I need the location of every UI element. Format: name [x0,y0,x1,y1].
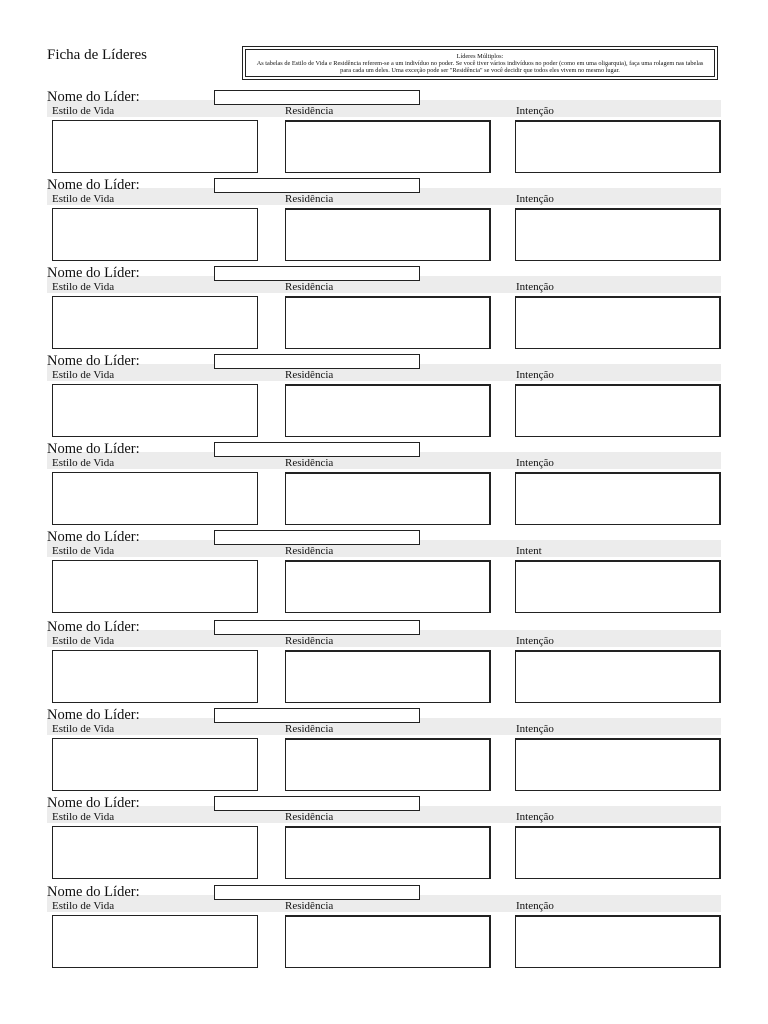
residence-label: Residência [285,457,334,469]
residence-label: Residência [285,105,334,117]
multiple-leaders-note [245,49,715,77]
leader-name-label: Nome do Líder: [47,884,140,900]
lifestyle-label: Estilo de Vida [52,457,115,469]
residence-label: Residência [285,281,334,293]
leader-block [0,353,768,441]
intent-label: Intenção [516,723,554,735]
residence-field[interactable] [285,738,491,791]
leader-block [0,177,768,265]
leader-block [0,707,768,795]
lifestyle-field[interactable] [52,208,258,261]
leader-name-field[interactable] [214,354,420,369]
leader-name-field[interactable] [214,708,420,723]
leader-name-field[interactable] [214,442,420,457]
residence-field[interactable] [285,826,491,879]
residence-field[interactable] [285,120,491,173]
note-heading: Líderes Múltiplos: [456,53,504,60]
residence-field[interactable] [285,472,491,525]
residence-label: Residência [285,635,334,647]
lifestyle-label: Estilo de Vida [52,193,115,205]
leader-name-field[interactable] [214,530,420,545]
lifestyle-label: Estilo de Vida [52,723,115,735]
intent-field[interactable] [515,560,721,613]
lifestyle-field[interactable] [52,384,258,437]
note-body: As tabelas de Estilo de Vida e Residência referem-se a um indivíduo no poder. Se você tiver vários indivíduos no poder (como em uma oligarquia), faça uma rolagem nas tabelas para cada um deles. Uma exceção pode ser "Residência" se você decidir que todos eles vivem no mesmo lugar. [256,60,704,75]
intent-label: Intenção [516,457,554,469]
lifestyle-label: Estilo de Vida [52,635,115,647]
leader-name-label: Nome do Líder: [47,707,140,723]
leader-name-label: Nome do Líder: [47,177,140,193]
intent-label: Intenção [516,635,554,647]
residence-label: Residência [285,193,334,205]
intent-field[interactable] [515,738,721,791]
leader-name-field[interactable] [214,90,420,105]
intent-label: Intent [516,545,542,557]
leader-name-label: Nome do Líder: [47,441,140,457]
lifestyle-field[interactable] [52,738,258,791]
residence-label: Residência [285,723,334,735]
intent-field[interactable] [515,826,721,879]
intent-field[interactable] [515,472,721,525]
residence-label: Residência [285,811,334,823]
intent-field[interactable] [515,120,721,173]
leader-name-field[interactable] [214,620,420,635]
intent-label: Intenção [516,105,554,117]
leader-name-label: Nome do Líder: [47,529,140,545]
residence-label: Residência [285,900,334,912]
intent-label: Intenção [516,281,554,293]
leader-block [0,265,768,353]
lifestyle-field[interactable] [52,560,258,613]
residence-label: Residência [285,545,334,557]
leader-block [0,884,768,972]
lifestyle-field[interactable] [52,650,258,703]
lifestyle-field[interactable] [52,826,258,879]
lifestyle-field[interactable] [52,472,258,525]
leader-block [0,529,768,617]
lifestyle-field[interactable] [52,120,258,173]
leader-name-field[interactable] [214,266,420,281]
leader-name-label: Nome do Líder: [47,795,140,811]
leader-name-field[interactable] [214,796,420,811]
residence-field[interactable] [285,384,491,437]
intent-field[interactable] [515,650,721,703]
intent-label: Intenção [516,811,554,823]
intent-label: Intenção [516,369,554,381]
leader-name-field[interactable] [214,178,420,193]
lifestyle-field[interactable] [52,296,258,349]
leader-block [0,619,768,707]
leader-name-label: Nome do Líder: [47,89,140,105]
lifestyle-label: Estilo de Vida [52,811,115,823]
residence-field[interactable] [285,560,491,613]
lifestyle-label: Estilo de Vida [52,281,115,293]
residence-field[interactable] [285,296,491,349]
leader-name-field[interactable] [214,885,420,900]
residence-field[interactable] [285,650,491,703]
leader-name-label: Nome do Líder: [47,353,140,369]
leader-block [0,795,768,883]
leader-block [0,89,768,177]
residence-field[interactable] [285,915,491,968]
intent-field[interactable] [515,208,721,261]
residence-label: Residência [285,369,334,381]
lifestyle-label: Estilo de Vida [52,369,115,381]
lifestyle-label: Estilo de Vida [52,105,115,117]
lifestyle-label: Estilo de Vida [52,900,115,912]
page-title: Ficha de Líderes [47,47,147,63]
intent-label: Intenção [516,193,554,205]
intent-field[interactable] [515,915,721,968]
residence-field[interactable] [285,208,491,261]
lifestyle-field[interactable] [52,915,258,968]
intent-label: Intenção [516,900,554,912]
leader-name-label: Nome do Líder: [47,265,140,281]
leader-name-label: Nome do Líder: [47,619,140,635]
intent-field[interactable] [515,296,721,349]
leader-block [0,441,768,529]
lifestyle-label: Estilo de Vida [52,545,115,557]
intent-field[interactable] [515,384,721,437]
